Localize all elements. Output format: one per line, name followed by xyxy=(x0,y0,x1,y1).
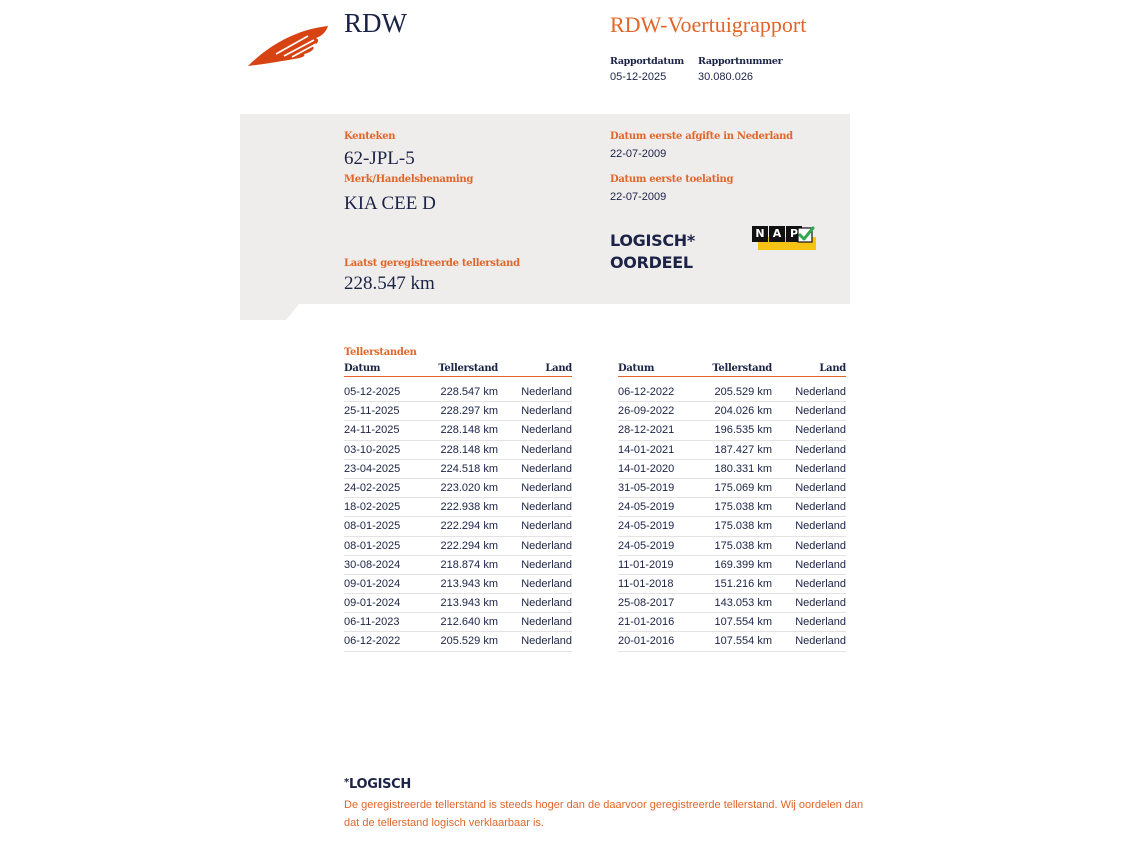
row-date: 28-12-2021 xyxy=(618,424,675,437)
table-row xyxy=(344,460,572,479)
row-country: Nederland xyxy=(795,501,846,514)
odometer-label: Laatst geregistreerde tellerstand xyxy=(344,258,520,269)
row-country: Nederland xyxy=(521,539,572,552)
row-date: 24-05-2019 xyxy=(618,520,675,533)
table-row xyxy=(344,383,572,402)
table-row xyxy=(618,383,846,402)
table-row xyxy=(344,421,572,440)
verdict-line-2: OORDEEL xyxy=(610,253,693,272)
table-row xyxy=(344,517,572,536)
check-icon xyxy=(796,226,816,244)
row-odometer: 107.554 km xyxy=(714,635,772,648)
row-country: Nederland xyxy=(521,462,572,475)
table-row xyxy=(618,441,846,460)
row-date: 18-02-2025 xyxy=(344,501,401,514)
row-country: Nederland xyxy=(795,481,846,494)
nap-badge xyxy=(752,226,818,252)
row-odometer: 205.529 km xyxy=(714,386,772,398)
row-date: 31-05-2019 xyxy=(618,481,675,494)
row-date: 08-01-2025 xyxy=(344,520,401,533)
row-odometer: 175.038 km xyxy=(714,501,772,514)
row-odometer: 205.529 km xyxy=(440,635,498,648)
row-date: 08-01-2025 xyxy=(344,539,401,552)
nap-letter-n: N xyxy=(752,226,768,242)
table-row xyxy=(618,421,846,440)
row-odometer: 187.427 km xyxy=(714,443,772,456)
verdict-text xyxy=(610,230,695,274)
report-date-label: Rapportdatum xyxy=(610,56,684,67)
row-country: Nederland xyxy=(795,597,846,610)
row-date: 21-01-2016 xyxy=(618,616,675,629)
first-nl-label: Datum eerste afgifte in Nederland xyxy=(610,131,793,142)
row-odometer: 218.874 km xyxy=(440,558,498,571)
row-country: Nederland xyxy=(795,405,846,418)
row-country: Nederland xyxy=(795,616,846,629)
plate-label: Kenteken xyxy=(344,131,396,142)
row-odometer: 107.554 km xyxy=(714,616,772,629)
row-date: 25-11-2025 xyxy=(344,405,400,418)
row-country: Nederland xyxy=(795,520,846,533)
row-odometer: 224.518 km xyxy=(440,462,498,475)
table-row xyxy=(344,498,572,517)
row-date: 24-05-2019 xyxy=(618,501,675,514)
row-date: 24-02-2025 xyxy=(344,481,401,494)
row-country: Nederland xyxy=(521,501,572,514)
table-row xyxy=(344,575,572,594)
table-row xyxy=(344,556,572,575)
row-date: 25-08-2017 xyxy=(618,597,675,610)
report-number-label: Rapportnummer xyxy=(698,56,783,67)
row-date: 05-12-2025 xyxy=(344,386,401,398)
row-odometer: 213.943 km xyxy=(440,597,498,610)
row-country: Nederland xyxy=(795,635,846,648)
table-row xyxy=(344,613,572,632)
row-date: 11-01-2019 xyxy=(618,558,674,571)
row-odometer: 196.535 km xyxy=(714,424,772,437)
table-row xyxy=(344,402,572,421)
row-date: 30-08-2024 xyxy=(344,558,401,571)
row-date: 06-12-2022 xyxy=(344,635,401,648)
row-country: Nederland xyxy=(521,443,572,456)
row-date: 09-01-2024 xyxy=(344,597,401,610)
row-date: 24-05-2019 xyxy=(618,539,675,552)
odometer-value: 228.547 km xyxy=(344,273,435,294)
rdw-logo-icon xyxy=(246,24,330,68)
table-row xyxy=(618,537,846,556)
row-odometer: 213.943 km xyxy=(440,577,498,590)
row-country: Nederland xyxy=(521,558,572,571)
report-title: RDW-Voertuigrapport xyxy=(610,12,807,37)
row-odometer: 143.053 km xyxy=(714,597,772,610)
row-odometer: 175.038 km xyxy=(714,539,772,552)
vehicle-panel xyxy=(240,114,850,304)
footnote-text: De geregistreerde tellerstand is steeds hoger dan de daarvoor geregistreerde tellerstand. Wij oordelen dan dat de tellerstand logisch verklaarbaar is. xyxy=(344,799,864,829)
row-odometer: 228.148 km xyxy=(440,424,498,437)
table-row xyxy=(344,632,572,651)
row-country: Nederland xyxy=(521,616,572,629)
col-country-header: Land xyxy=(819,363,846,374)
table-row xyxy=(618,402,846,421)
row-country: Nederland xyxy=(521,386,572,398)
table-row xyxy=(618,479,846,498)
readings-table-left xyxy=(344,362,572,652)
row-date: 14-01-2021 xyxy=(618,443,675,456)
nap-letter-a: A xyxy=(769,226,785,242)
table-row xyxy=(618,517,846,536)
table-row xyxy=(618,556,846,575)
footnote-title xyxy=(344,777,411,792)
table-row xyxy=(344,479,572,498)
report-number: 30.080.026 xyxy=(698,71,754,83)
table-row xyxy=(344,441,572,460)
report-date: 05-12-2025 xyxy=(610,71,667,83)
table-row xyxy=(618,575,846,594)
table-row xyxy=(618,594,846,613)
row-odometer: 228.297 km xyxy=(440,405,498,418)
panel-tab-shape xyxy=(240,303,300,320)
readings-table-right xyxy=(618,362,846,652)
make-value: KIA CEE D xyxy=(344,193,436,214)
row-country: Nederland xyxy=(795,386,846,398)
table-row xyxy=(344,594,572,613)
first-nl-value: 22-07-2009 xyxy=(610,148,667,160)
footnote-star: * xyxy=(344,777,349,788)
row-odometer: 222.294 km xyxy=(440,520,498,533)
row-country: Nederland xyxy=(521,424,572,437)
row-country: Nederland xyxy=(521,405,572,418)
col-date-header: Datum xyxy=(344,363,381,374)
row-date: 03-10-2025 xyxy=(344,443,401,456)
row-odometer: 212.640 km xyxy=(440,616,498,629)
plate-value: 62-JPL-5 xyxy=(344,148,415,169)
row-country: Nederland xyxy=(795,577,846,590)
row-odometer: 228.148 km xyxy=(440,443,498,456)
row-country: Nederland xyxy=(521,481,572,494)
row-country: Nederland xyxy=(521,577,572,590)
row-odometer: 175.069 km xyxy=(714,481,772,494)
row-odometer: 180.331 km xyxy=(714,462,772,475)
row-country: Nederland xyxy=(795,443,846,456)
row-country: Nederland xyxy=(795,558,846,571)
row-odometer: 169.399 km xyxy=(714,558,772,571)
table-row xyxy=(618,460,846,479)
row-date: 20-01-2016 xyxy=(618,635,675,648)
row-country: Nederland xyxy=(521,597,572,610)
verdict-line-1: LOGISCH* xyxy=(610,231,695,250)
table-row xyxy=(618,613,846,632)
row-country: Nederland xyxy=(521,635,572,648)
row-odometer: 228.547 km xyxy=(440,386,498,398)
row-country: Nederland xyxy=(795,424,846,437)
row-odometer: 222.938 km xyxy=(440,501,498,514)
row-date: 24-11-2025 xyxy=(344,424,400,437)
col-country-header: Land xyxy=(545,363,572,374)
table-row xyxy=(618,632,846,651)
make-label: Merk/Handelsbenaming xyxy=(344,174,474,185)
row-odometer: 151.216 km xyxy=(714,577,772,590)
row-date: 14-01-2020 xyxy=(618,462,675,475)
row-date: 06-11-2023 xyxy=(344,616,400,629)
col-odometer-header: Tellerstand xyxy=(712,363,772,374)
row-country: Nederland xyxy=(521,520,572,533)
row-odometer: 223.020 km xyxy=(440,481,498,494)
row-odometer: 175.038 km xyxy=(714,520,772,533)
table-header xyxy=(618,362,846,377)
row-odometer: 204.026 km xyxy=(714,405,772,418)
row-date: 26-09-2022 xyxy=(618,405,675,418)
row-country: Nederland xyxy=(795,539,846,552)
readings-title: Tellerstanden xyxy=(344,347,417,358)
footnote-title-text: LOGISCH xyxy=(348,777,411,792)
brand-name: RDW xyxy=(344,8,407,38)
row-date: 23-04-2025 xyxy=(344,462,401,475)
table-header xyxy=(344,362,572,377)
row-date: 06-12-2022 xyxy=(618,386,675,398)
first-admission-label: Datum eerste toelating xyxy=(610,174,734,185)
nap-letter-p: P xyxy=(786,226,802,242)
first-admission-value: 22-07-2009 xyxy=(610,191,667,203)
row-date: 11-01-2018 xyxy=(618,577,674,590)
row-country: Nederland xyxy=(795,462,846,475)
row-date: 09-01-2024 xyxy=(344,577,401,590)
col-odometer-header: Tellerstand xyxy=(438,363,498,374)
col-date-header: Datum xyxy=(618,363,655,374)
table-row xyxy=(344,537,572,556)
table-row xyxy=(618,498,846,517)
row-odometer: 222.294 km xyxy=(440,539,498,552)
